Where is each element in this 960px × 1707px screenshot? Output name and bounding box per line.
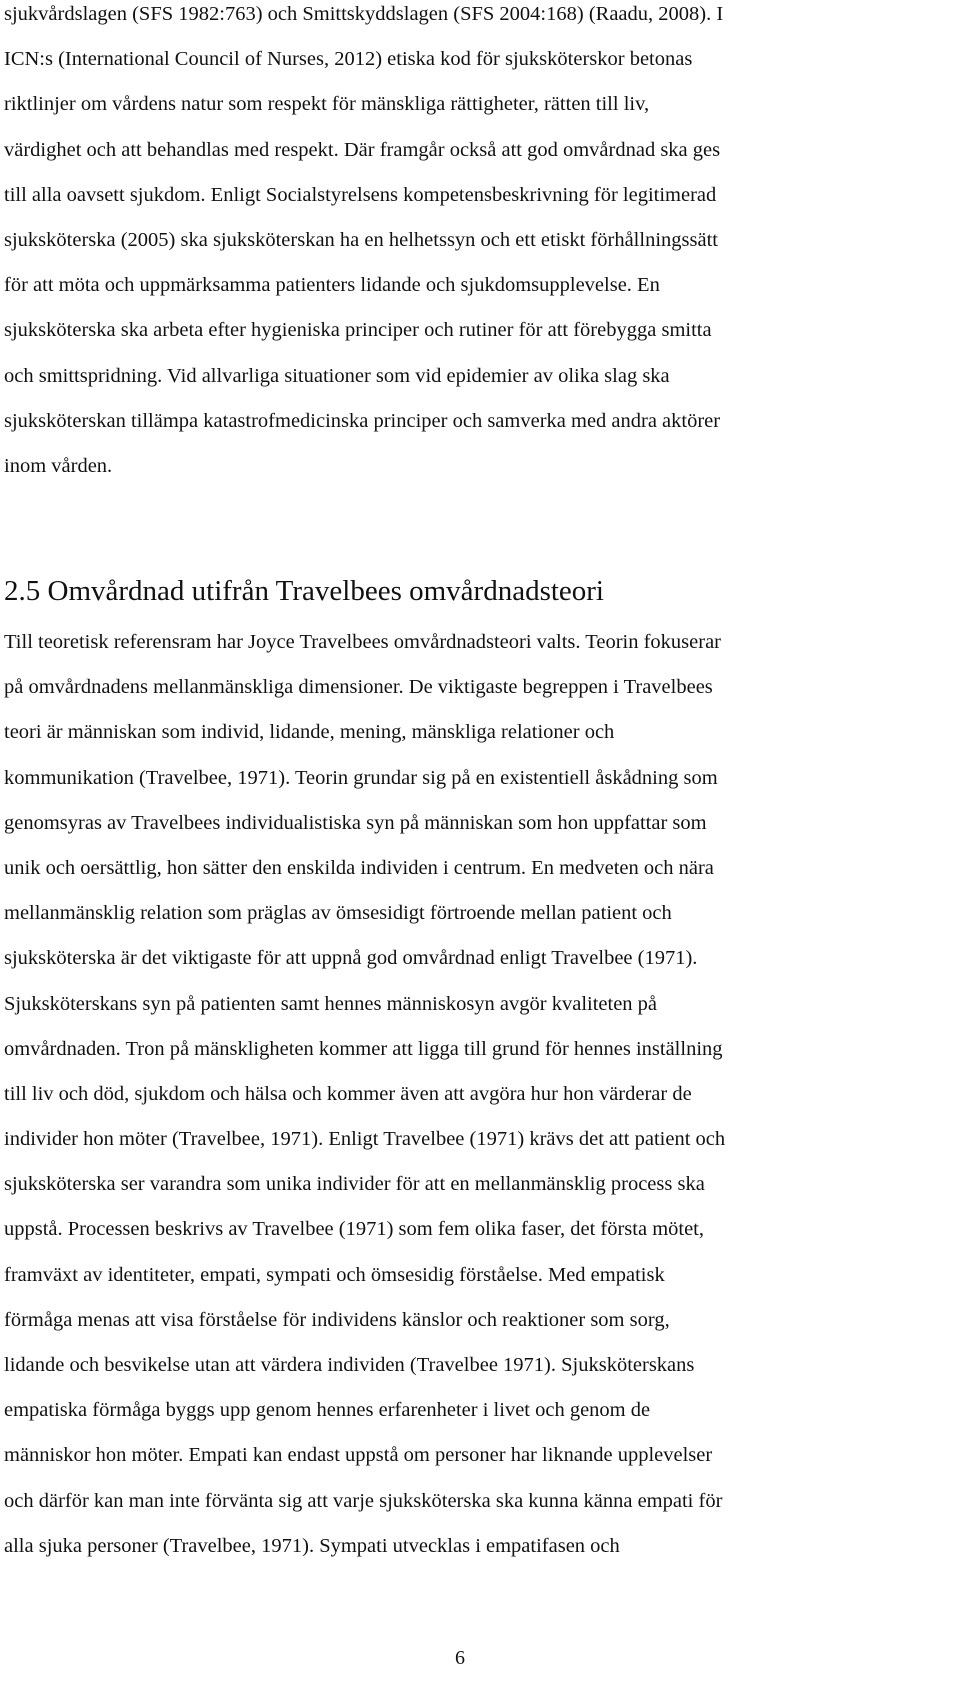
text-line: sjuksköterska ser varandra som unika individer för att en mellanmänsklig process ska — [4, 1173, 705, 1196]
text-line: inom vården. — [4, 454, 113, 477]
text-line: värdighet och att behandlas med respekt. Där framgår också att god omvårdnad ska ges — [4, 138, 721, 161]
text-line: mellanmänsklig relation som präglas av ömsesidigt förtroende mellan patient och — [4, 902, 672, 925]
body-paragraph-2 — [4, 620, 960, 1569]
text-line: genomsyras av Travelbees individualistiska syn på människan som hon uppfattar som — [4, 811, 707, 834]
text-line: för att möta och uppmärksamma patienters lidande och sjukdomsupplevelse. En — [4, 274, 660, 297]
text-line: och smittspridning. Vid allvarliga situationer som vid epidemier av olika slag ska — [4, 364, 670, 387]
text-line: till liv och död, sjukdom och hälsa och kommer även att avgöra hur hon värderar de — [4, 1082, 692, 1105]
text-line: på omvårdnadens mellanmänskliga dimensioner. De viktigaste begreppen i Travelbees — [4, 676, 713, 699]
body-paragraph-1 — [4, 0, 960, 489]
text-line: sjukvårdslagen (SFS 1982:763) och Smittskyddslagen (SFS 2004:168) (Raadu, 2008). I — [4, 3, 724, 25]
text-line: framväxt av identiteter, empati, sympati och ömsesidig förståelse. Med empatisk — [4, 1263, 665, 1286]
text-line: omvårdnaden. Tron på mänskligheten kommer att ligga till grund för hennes inställning — [4, 1037, 723, 1060]
text-line: till alla oavsett sjukdom. Enligt Socialstyrelsens kompetensbeskrivning för legitimerad — [4, 183, 717, 206]
page-number: 6 — [455, 1647, 465, 1669]
text-line: människor hon möter. Empati kan endast uppstå om personer har liknande upplevelser — [4, 1444, 713, 1467]
text-line: sjuksköterskan tillämpa katastrofmedicinska principer och samverka med andra aktörer — [4, 409, 721, 432]
text-line: teori är människan som individ, lidande, mening, mänskliga relationer och — [4, 721, 615, 744]
text-line: kommunikation (Travelbee, 1971). Teorin grundar sig på en existentiell åskådning som — [4, 766, 718, 789]
text-line: uppstå. Processen beskrivs av Travelbee (1971) som fem olika faser, det första mötet, — [4, 1218, 705, 1241]
section-heading: 2.5 Omvårdnad utifrån Travelbees omvårdnadsteori — [4, 575, 604, 607]
text-line: lidande och besvikelse utan att värdera individen (Travelbee 1971). Sjuksköterskans — [4, 1354, 695, 1376]
text-line: sjuksköterska är det viktigaste för att uppnå god omvårdnad enligt Travelbee (1971). — [4, 947, 698, 970]
text-line: Sjuksköterskans syn på patienten samt hennes människosyn avgör kvaliteten på — [4, 992, 658, 1015]
text-line: individer hon möter (Travelbee, 1971). Enligt Travelbee (1971) krävs det att patient och — [4, 1128, 726, 1151]
text-line: empatiska förmåga byggs upp genom hennes erfarenheter i livet och genom de — [4, 1399, 651, 1422]
text-line: sjuksköterska ska arbeta efter hygieniska principer och rutiner för att förebygga smitta — [4, 319, 712, 342]
text-line: sjuksköterska (2005) ska sjuksköterskan ha en helhetssyn och ett etiskt förhållningssätt — [4, 228, 718, 251]
text-line: unik och oersättlig, hon sätter den enskilda individen i centrum. En medveten och nära — [4, 856, 714, 879]
text-line: riktlinjer om vårdens natur som respekt för mänskliga rättigheter, rätten till liv, — [4, 93, 650, 116]
text-line: och därför kan man inte förvänta sig att varje sjuksköterska ska kunna känna empati för — [4, 1489, 723, 1512]
text-line: ICN:s (International Council of Nurses, 2012) etiska kod för sjuksköterskor betonas — [4, 48, 693, 71]
text-line: förmåga menas att visa förståelse för individens känslor och reaktioner som sorg, — [4, 1308, 670, 1331]
text-line: alla sjuka personer (Travelbee, 1971). Sympati utvecklas i empatifasen och — [4, 1534, 620, 1557]
text-line: Till teoretisk referensram har Joyce Travelbees omvårdnadsteori valts. Teorin fokuserar — [4, 631, 722, 653]
